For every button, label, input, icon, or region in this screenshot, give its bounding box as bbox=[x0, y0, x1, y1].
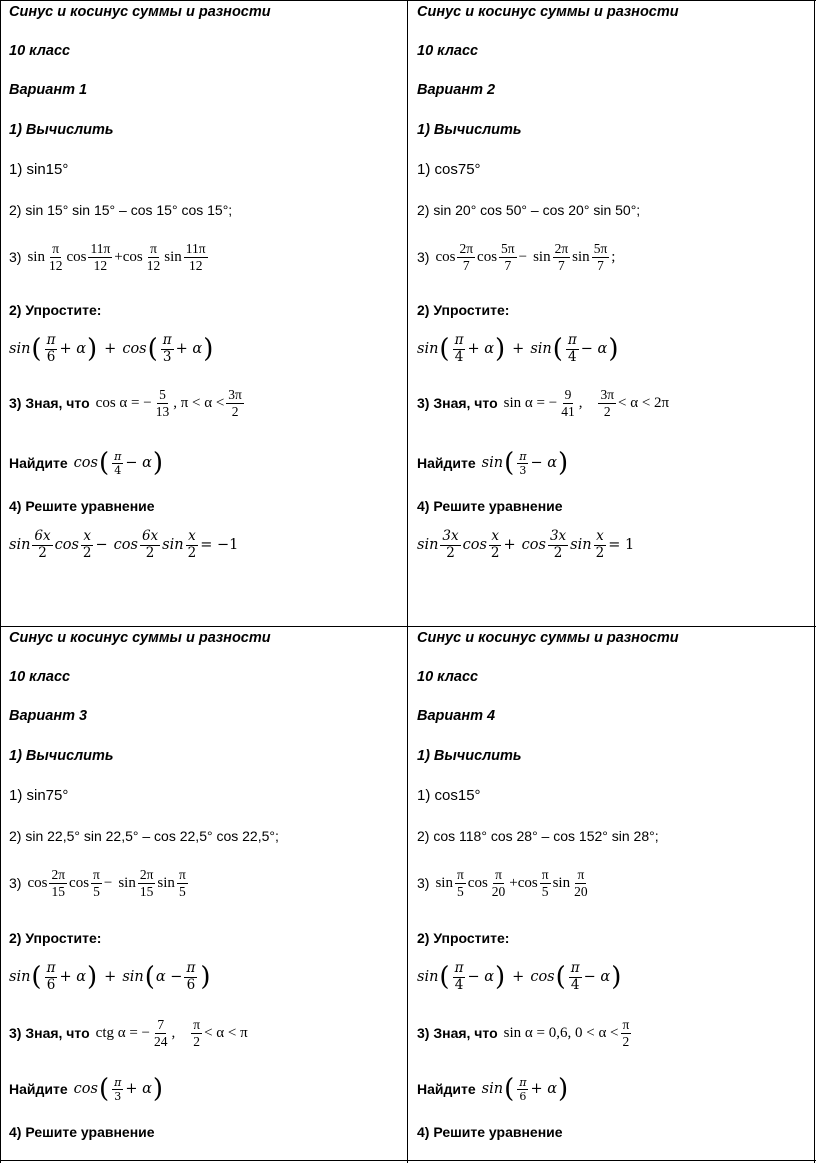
task1-item2: 2) sin 22,5° sin 22,5° – cos 22,5° cos 22,5°; bbox=[9, 828, 279, 844]
grade-label: 10 класс bbox=[417, 43, 479, 59]
task1-title: 1) Вычислить bbox=[417, 748, 522, 764]
task3-find: Найдите sin ( $\frac{\pi}{6}$ + α ) bbox=[417, 1074, 569, 1104]
variant-label: Вариант 4 bbox=[417, 708, 496, 724]
task4-title: 4) Решите уравнение bbox=[9, 498, 155, 514]
task4-equation: sin $\frac{3x}{2}$ cos $\frac{x}{2}$ + cos $\frac{3x}{2}$ sin $\frac{x}{2}$ = 1 bbox=[417, 528, 635, 561]
task3-find: Найдите sin ( $\frac{\pi}{3}$ − α ) bbox=[417, 448, 569, 478]
task3-condition: 3) Зная, что sin α = − $\frac{9}{41}$ , $\frac{3\pi}{2}$ < α < 2π bbox=[417, 387, 670, 419]
worksheet-title: Синус и косинус суммы и разности bbox=[9, 4, 271, 20]
variant-label: Вариант 2 bbox=[417, 82, 496, 98]
task2-title: 2) Упростите: bbox=[417, 302, 510, 318]
task1-item2: 2) sin 20° cos 50° – cos 20° sin 50°; bbox=[417, 202, 641, 218]
table-divider-vertical bbox=[407, 0, 408, 1163]
task1-title: 1) Вычислить bbox=[9, 122, 114, 138]
variant-label: Вариант 3 bbox=[9, 708, 88, 724]
grade-label: 10 класс bbox=[9, 43, 71, 59]
task2-title: 2) Упростите: bbox=[417, 930, 510, 946]
task2-title: 2) Упростите: bbox=[9, 930, 102, 946]
task4-title: 4) Решите уравнение bbox=[417, 498, 563, 514]
table-border-left bbox=[0, 0, 1, 1163]
variant-label: Вариант 1 bbox=[9, 82, 88, 98]
table-border-right bbox=[814, 0, 815, 1163]
task1-item3: 3) sin $\frac{\pi}{5}$ cos $\frac{\pi}{20}$ + cos $\frac{\pi}{5}$ sin $\frac{\pi}{20}$ bbox=[417, 867, 588, 899]
task2-expression: sin ( $\frac{\pi}{6}$ + α ) + cos ( $\frac{\pi}{3}$ + α ) bbox=[9, 332, 214, 365]
task1-item3: 3) cos $\frac{2\pi}{7}$ cos $\frac{5\pi}{7}$ − sin $\frac{2\pi}{7}$ sin $\frac{5\pi}{7}$ ; bbox=[417, 241, 616, 273]
task2-expression: sin ( $\frac{\pi}{6}$ + α ) + sin ( α − $\frac{\pi}{6}$ ) bbox=[9, 960, 211, 993]
task1-item1: 1) sin15° bbox=[9, 161, 69, 178]
task1-item2: 2) cos 118° cos 28° – cos 152° sin 28°; bbox=[417, 828, 659, 844]
task2-title: 2) Упростите: bbox=[9, 302, 102, 318]
task2-expression: sin ( $\frac{\pi}{4}$ − α ) + cos ( $\frac{\pi}{4}$ − α ) bbox=[417, 960, 622, 993]
table-border-bottom bbox=[0, 1160, 816, 1161]
table-divider-horizontal bbox=[0, 626, 816, 627]
task4-title: 4) Решите уравнение bbox=[417, 1124, 563, 1140]
worksheet-title: Синус и косинус суммы и разности bbox=[417, 4, 679, 20]
task3-condition: 3) Зная, что cos α = − $\frac{5}{13}$ , π < α < $\frac{3\pi}{2}$ bbox=[9, 387, 242, 419]
task3-find: Найдите cos ( $\frac{\pi}{3}$ + α ) bbox=[9, 1074, 164, 1104]
task1-item3: 3) sin $\frac{\pi}{12}$ cos $\frac{11\pi}{12}$ + cos $\frac{\pi}{12}$ sin $\frac{11\pi}{12}$ bbox=[9, 241, 206, 273]
worksheet-title: Синус и косинус суммы и разности bbox=[417, 630, 679, 646]
worksheet-title: Синус и косинус суммы и разности bbox=[9, 630, 271, 646]
grade-label: 10 класс bbox=[417, 669, 479, 685]
task2-expression: sin ( $\frac{\pi}{4}$ + α ) + sin ( $\frac{\pi}{4}$ − α ) bbox=[417, 332, 619, 365]
task4-title: 4) Решите уравнение bbox=[9, 1124, 155, 1140]
task3-condition: 3) Зная, что ctg α = − $\frac{7}{24}$ , $\frac{\pi}{2}$ < α < π bbox=[9, 1017, 248, 1049]
task1-item2: 2) sin 15° sin 15° – cos 15° cos 15°; bbox=[9, 202, 233, 218]
task1-title: 1) Вычислить bbox=[417, 122, 522, 138]
task1-item1: 1) sin75° bbox=[9, 787, 69, 804]
task1-title: 1) Вычислить bbox=[9, 748, 114, 764]
task1-item1: 1) cos75° bbox=[417, 161, 481, 178]
task3-find: Найдите cos ( $\frac{\pi}{4}$ − α ) bbox=[9, 448, 164, 478]
task1-item3: 3) cos $\frac{2\pi}{15}$ cos $\frac{\pi}{5}$ − sin $\frac{2\pi}{15}$ sin $\frac{\pi}{5}$ bbox=[9, 867, 186, 899]
task3-condition: 3) Зная, что sin α = 0,6, 0 < α < $\frac{\pi}{2}$ bbox=[417, 1017, 630, 1049]
task1-item1: 1) cos15° bbox=[417, 787, 481, 804]
task4-equation: sin $\frac{6x}{2}$ cos $\frac{x}{2}$ − cos $\frac{6x}{2}$ sin $\frac{x}{2}$ = −1 bbox=[9, 528, 239, 561]
grade-label: 10 класс bbox=[9, 669, 71, 685]
table-border-top bbox=[0, 0, 816, 1]
